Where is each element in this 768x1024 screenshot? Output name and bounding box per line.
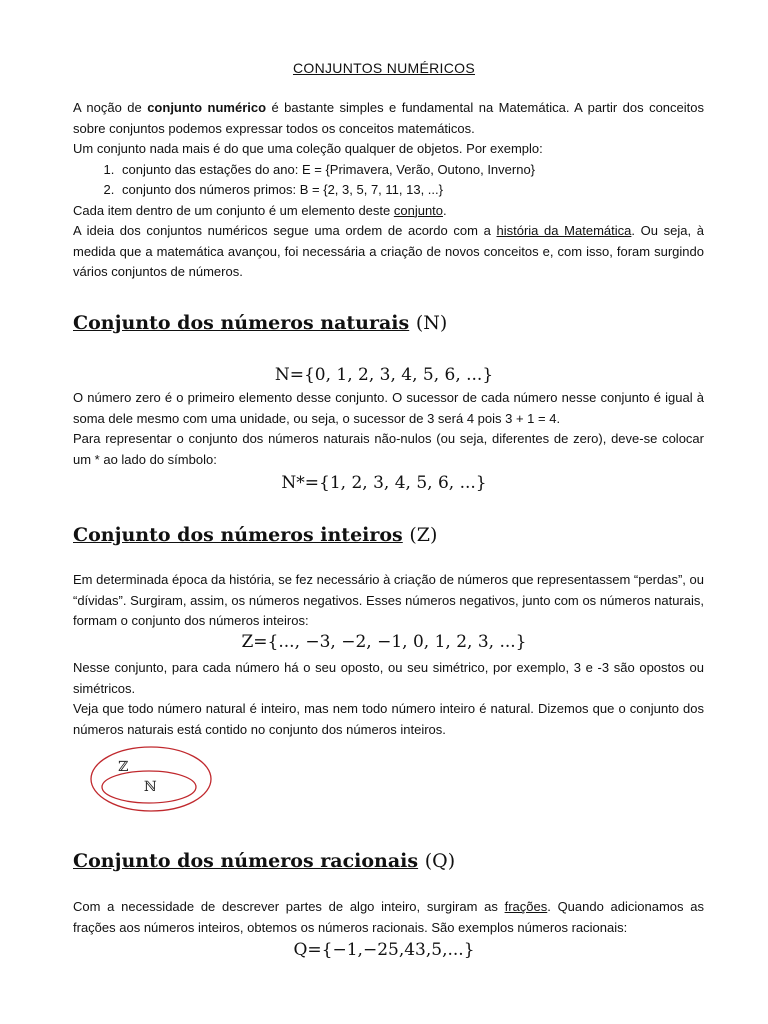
formula-naturais: N={0, 1, 2, 3, 4, 5, 6, ...} — [274, 365, 494, 385]
venn-label-n: ℕ — [144, 779, 157, 795]
example-list — [73, 160, 704, 201]
inteiros-section-2 — [73, 658, 704, 740]
inteiros-paragraph-1: Em determinada época da história, se fez necessário à criação de números que representassem “perdas”, ou “dívidas”. Surgiram, assim, os números negativos. Esses números negativos, junto com os números naturais, formam o conjunto dos números inteiros: — [73, 572, 704, 628]
racionais-paragraph-1: Com a necessidade de descrever partes de algo inteiro, surgiram as frações. Quando adicionamos as frações aos números inteiros, obtemos os números racionais. São exemplos números racionais: — [73, 899, 704, 935]
inteiros-section — [73, 570, 704, 632]
naturais-paragraph-1: O número zero é o primeiro elemento desse conjunto. O sucessor de cada número nesse conjunto é igual à soma dele mesmo com uma unidade, ou seja, o sucessor de 3 será 4 pois 3 + 1 = 4. — [73, 390, 704, 426]
list-item: 2. conjunto dos números primos: B = {2, 3, 5, 7, 11, 13, ...} — [118, 180, 704, 201]
racionais-section — [73, 897, 704, 938]
bold-term: conjunto numérico — [147, 100, 267, 115]
inteiros-paragraph-3: Veja que todo número natural é inteiro, mas nem todo número inteiro é natural. Dizemos que o conjunto dos números naturais está contido no conjunto dos números inteiros. — [73, 701, 704, 737]
inteiros-paragraph-2: Nesse conjunto, para cada número há o seu oposto, ou seu simétrico, por exemplo, 3 e -3 são opostos ou simétricos. — [73, 660, 704, 696]
naturais-section — [73, 388, 704, 470]
venn-label-z: ℤ — [118, 759, 129, 775]
heading-naturais: Conjunto dos números naturais (N) — [73, 312, 448, 334]
intro-paragraph-3: Cada item dentro de um conjunto é um elemento deste conjunto. — [73, 202, 447, 218]
formula-naturais-nao-nulos: N*={1, 2, 3, 4, 5, 6, ...} — [281, 473, 487, 493]
intro-paragraph-4: A ideia dos conjuntos numéricos segue uma ordem de acordo com a história da Matemática. Ou seja, à medida que a matemática avançou, foi necessária a criação de novos conceitos e, com isso, foram surgindo vários conjuntos de números. — [73, 223, 705, 279]
historia-matematica-link[interactable]: história da Matemática — [496, 223, 632, 238]
heading-inteiros: Conjunto dos números inteiros (Z) — [73, 524, 438, 546]
intro-paragraph-1: A noção de conjunto numérico é bastante simples e fundamental na Matemática. A partir dos conceitos sobre conjuntos podemos expressar todos os conceitos matemáticos. — [73, 100, 704, 136]
venn-diagram — [88, 745, 214, 815]
intro-section — [73, 98, 704, 283]
list-item: 1. conjunto das estações do ano: E = {Primavera, Verão, Outono, Inverno} — [118, 160, 704, 181]
heading-racionais: Conjunto dos números racionais (Q) — [73, 850, 456, 872]
naturais-paragraph-2: Para representar o conjunto dos números naturais não-nulos (ou seja, diferentes de zero), deve-se colocar um * ao lado do símbolo: — [73, 431, 704, 467]
intro-paragraph-2: Um conjunto nada mais é do que uma coleção qualquer de objetos. Por exemplo: — [73, 141, 543, 156]
formula-racionais: Q={−1,−25,43,5,...} — [293, 940, 475, 960]
conjunto-link[interactable]: conjunto — [393, 202, 444, 218]
formula-inteiros: Z={..., −3, −2, −1, 0, 1, 2, 3, ...} — [241, 632, 527, 652]
document-title: CONJUNTOS NUMÉRICOS — [292, 60, 475, 76]
fracoes-link[interactable]: frações — [504, 899, 548, 914]
